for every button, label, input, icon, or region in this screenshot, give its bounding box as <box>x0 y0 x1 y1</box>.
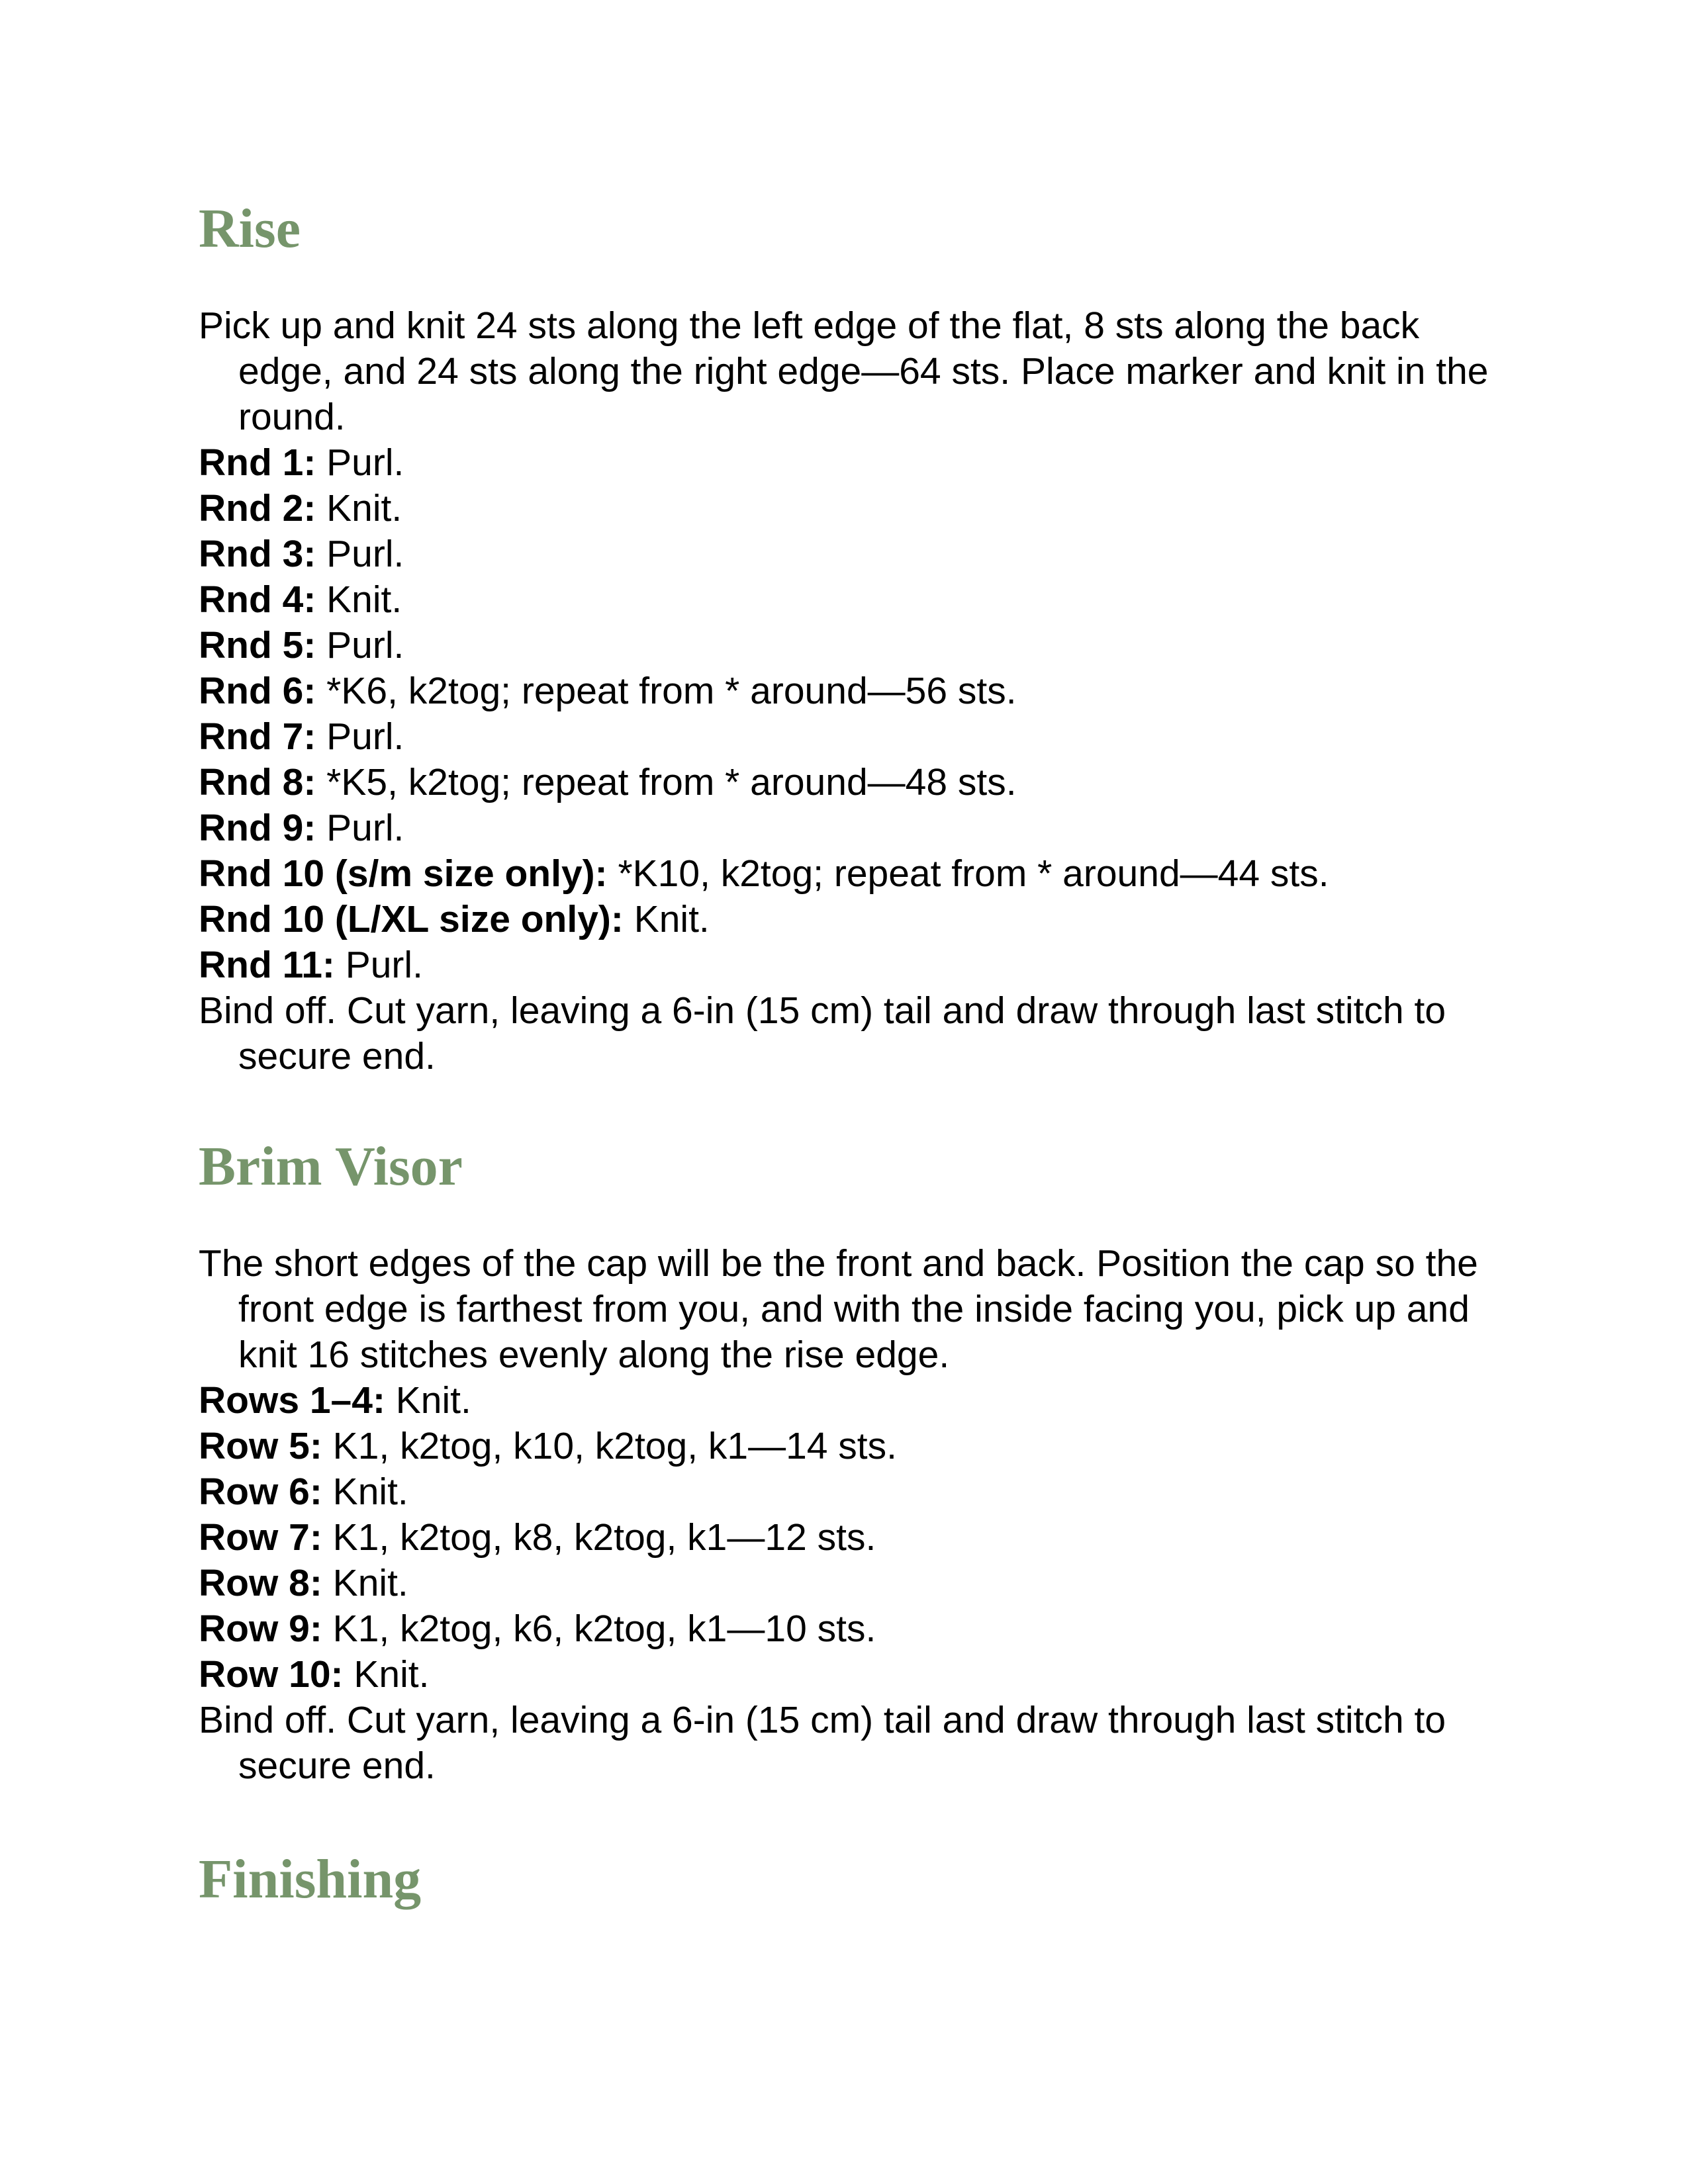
row-label: Rnd 1: <box>199 441 316 484</box>
row-text: *K10, k2tog; repeat from * around—44 sts. <box>607 852 1329 895</box>
row-label: Rows 1–4: <box>199 1379 385 1422</box>
row-text: Purl. <box>316 533 404 575</box>
section-body-brim-visor <box>199 1241 1496 1789</box>
rise-row <box>199 486 1496 531</box>
row-label: Rnd 7: <box>199 715 316 758</box>
rise-row <box>199 668 1496 714</box>
rise-row <box>199 897 1496 942</box>
row-text: Purl. <box>316 715 404 758</box>
row-text: Knit. <box>322 1471 408 1513</box>
rise-closing: Bind off. Cut yarn, leaving a 6-in (15 cm) tail and draw through last stitch to secure end. <box>199 989 1446 1077</box>
row-label: Row 9: <box>199 1608 322 1650</box>
row-label: Rnd 3: <box>199 533 316 575</box>
row-text: K1, k2tog, k6, k2tog, k1—10 sts. <box>322 1608 876 1650</box>
row-label: Rnd 8: <box>199 761 316 803</box>
rise-row <box>199 851 1496 897</box>
row-label: Row 6: <box>199 1471 322 1513</box>
rise-row <box>199 531 1496 577</box>
row-text: Knit. <box>322 1562 408 1604</box>
row-text: Purl. <box>334 944 423 986</box>
row-text: Purl. <box>316 807 404 849</box>
row-label: Rnd 10 (s/m size only): <box>199 852 608 895</box>
row-label: Row 8: <box>199 1562 322 1604</box>
row-text: Knit. <box>343 1653 430 1696</box>
rise-row <box>199 942 1496 988</box>
row-label: Rnd 6: <box>199 670 316 712</box>
brim-visor-row <box>199 1606 1496 1652</box>
rise-row <box>199 440 1496 486</box>
row-text: K1, k2tog, k10, k2tog, k1—14 sts. <box>322 1425 897 1467</box>
section-body-rise <box>199 303 1496 1079</box>
row-label: Row 5: <box>199 1425 322 1467</box>
section-heading-finishing: Finishing <box>199 1848 422 1910</box>
row-label: Rnd 5: <box>199 624 316 666</box>
rise-row <box>199 714 1496 760</box>
brim-visor-row <box>199 1515 1496 1561</box>
section-heading-rise: Rise <box>199 198 301 259</box>
rise-row <box>199 577 1496 623</box>
section-heading-brim-visor: Brim Visor <box>199 1136 463 1197</box>
row-text: Knit. <box>385 1379 471 1422</box>
row-label: Row 7: <box>199 1516 322 1559</box>
row-label: Rnd 9: <box>199 807 316 849</box>
rise-row <box>199 805 1496 851</box>
row-text: Purl. <box>316 441 404 484</box>
row-label: Rnd 2: <box>199 487 316 529</box>
row-label: Rnd 11: <box>199 944 335 986</box>
row-label: Rnd 10 (L/XL size only): <box>199 898 624 940</box>
brim-visor-closing: Bind off. Cut yarn, leaving a 6-in (15 cm) tail and draw through last stitch to secure end. <box>199 1699 1446 1787</box>
row-text: Knit. <box>316 487 402 529</box>
row-text: *K6, k2tog; repeat from * around—56 sts. <box>316 670 1017 712</box>
brim-visor-intro: The short edges of the cap will be the front and back. Position the cap so the front edge is farthest from you, and with the inside facing you, pick up and knit 16 stitches evenly along the rise edge. <box>199 1242 1478 1376</box>
row-text: *K5, k2tog; repeat from * around—48 sts. <box>316 761 1017 803</box>
rise-row <box>199 760 1496 805</box>
brim-visor-row <box>199 1469 1496 1515</box>
row-text: K1, k2tog, k8, k2tog, k1—12 sts. <box>322 1516 876 1559</box>
row-text: Purl. <box>316 624 404 666</box>
brim-visor-row <box>199 1652 1496 1698</box>
rise-intro: Pick up and knit 24 sts along the left edge of the flat, 8 sts along the back edge, and 24 sts along the right edge—64 sts. Place marker and knit in the round. <box>199 304 1489 438</box>
brim-visor-row <box>199 1424 1496 1469</box>
rise-row <box>199 623 1496 668</box>
row-label: Rnd 4: <box>199 578 316 621</box>
brim-visor-row <box>199 1561 1496 1606</box>
row-label: Row 10: <box>199 1653 344 1696</box>
row-text: Knit. <box>316 578 402 621</box>
row-text: Knit. <box>623 898 710 940</box>
brim-visor-row <box>199 1378 1496 1424</box>
